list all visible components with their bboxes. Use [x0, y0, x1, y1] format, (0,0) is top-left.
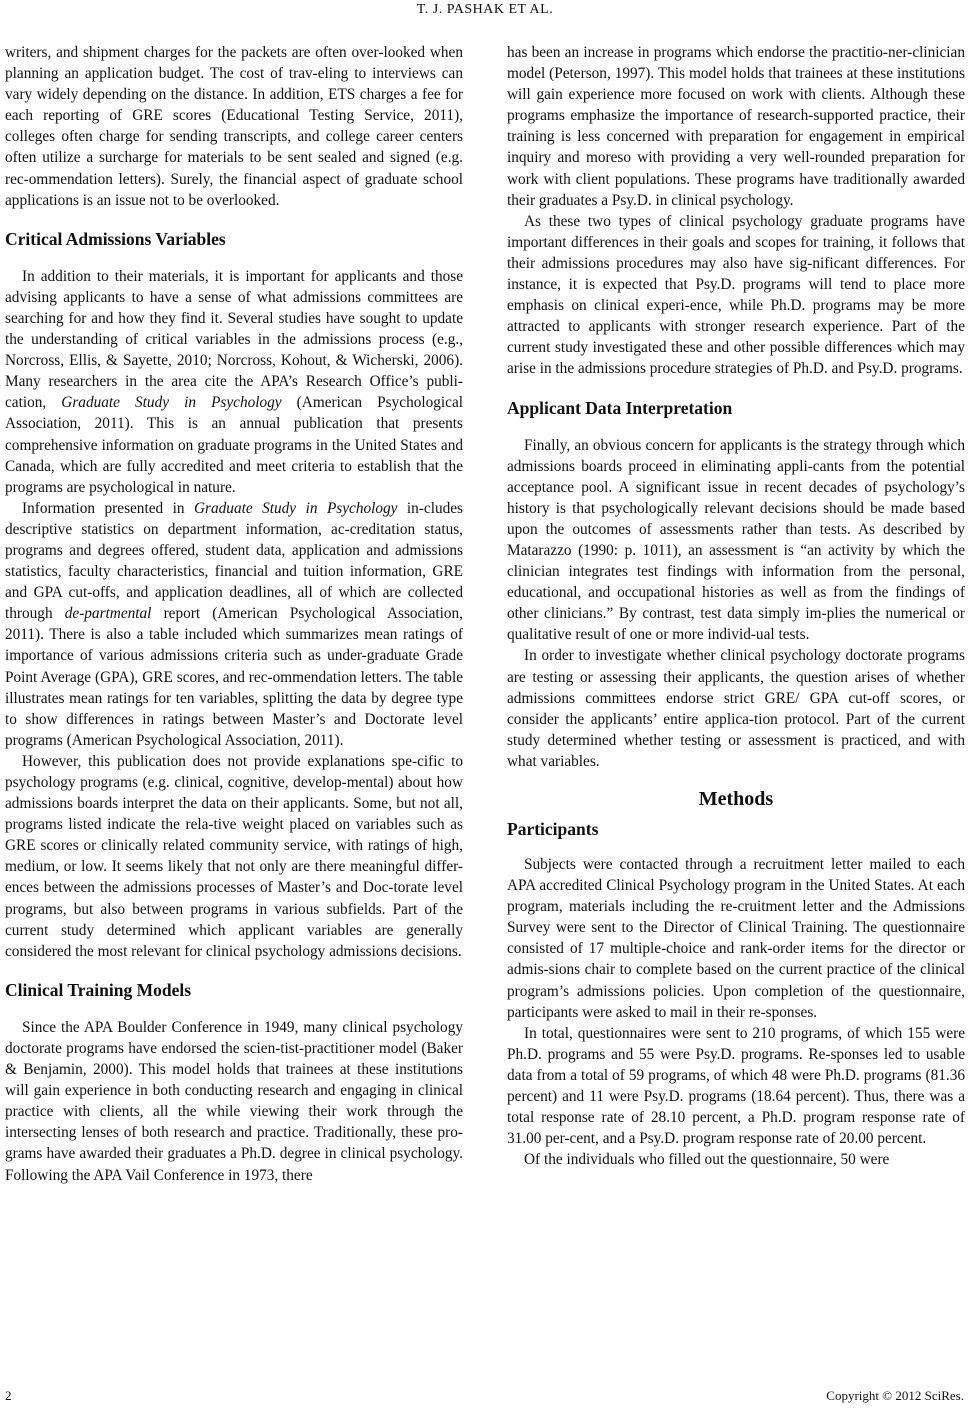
paragraph-continued: has been an increase in programs which endorse the practitio-ner-clinician model (Peterson, 1997). This model holds that trainees at these institutions will gain experience more focused on work with clients. Although these programs emphasize the importance of research-supported practice, their training is less concerned with preparation for engagement in empirical inquiry and moreso with providing a very well-rounded preparation for work with client populations. These programs have traditionally awarded their graduates a Psy.D. in clinical psychology. [507, 44, 965, 209]
paragraph-two-types: As these two types of clinical psychology graduate programs have important differences in their goals and scopes for training, it follows that their admissions procedures may also have sig-nificant differences. For instance, it is expected that Psy.D. programs will tend to place more emphasis on clinical experi-ence, while Ph.D. programs may be more attracted to applicants with stronger research experience. Part of the current study investigated these and other possible differences which may arise in the admissions procedure strategies of Ph.D. and Psy.D. programs. [507, 212, 965, 378]
running-head: T. J. PASHAK ET AL. [416, 2, 554, 17]
copyright-notice: Copyright © 2012 SciRes. [826, 1388, 964, 1403]
heading-participants: Participants [507, 819, 599, 839]
title-graduate-study-2: Graduate Study in Psychology [194, 499, 398, 517]
heading-applicant-data-interpretation: Applicant Data Interpretation [507, 397, 733, 418]
page-number: 2 [5, 1388, 12, 1403]
paragraph-critical-2: Information presented in Graduate Study in Psychology in-cludes descriptive statistics on department information, ac-creditation status, programs and degrees offered, student data, application and admissions statistics, faculty characteristics, financial and tuition information, GRE and GPA cut-offs, and application deadlines, all of which are collected through de-partmental report (American Psychological Association, 2011). There is also a table included which summarizes mean ratings of importance of various admissions criteria such as under-graduate Grade Point Average (GPA), GRE scores, and rec-ommendation letters. The table illustrates mean ratings for ten variables, splitting the data by degree type to show differences in ratings between Master’s and Doctorate level programs (American Psychological Association, 2011). [5, 499, 463, 749]
paragraph-intro: writers, and shipment charges for the packets are often over-looked when planning an application budget. The cost of trav-eling to interviews can vary widely depending on the distance. In addition, ETS charges a fee for each reporting of GRE scores (Educational Testing Service, 2011), colleges often charge for sending transcripts, and college career centers often utilize a surcharge for materials to be sent sealed and signed (e.g. rec-ommendation letters). Surely, the financial aspect of graduate school applications is an issue not to be overlooked. [5, 44, 463, 209]
left-column [5, 42, 463, 1186]
paragraph-participants-3: Of the individuals who filled out the questionnaire, 50 were [524, 1151, 890, 1169]
italic-departmental: de-partmental [64, 605, 152, 623]
paragraph-participants-1: Subjects were contacted through a recruitment letter mailed to each APA accredited Clinical Psychology program in the United States. At each program, materials including the re-cruitment letter and the Admissions Survey were sent to the Director of Clinical Training. The questionnaire consisted of 17 multiple-choice and rank-order items for the director or admis-sions chair to complete based on the current practice of the clinical program’s admissions policies. Upon completion of the questionnaire, participants were asked to mail in their re-sponses. [507, 856, 965, 1021]
heading-clinical-training-models: Clinical Training Models [5, 979, 192, 1000]
heading-methods: Methods [698, 788, 774, 810]
paragraph-critical-3: However, this publication does not provide explanations spe-cific to psychology programs (e.g. clinical, cognitive, develop-mental) about how admissions boards interpret the data on their applicants. Some, but not all, programs listed indicate the rela-tive weight placed on variables such as GRE scores or clinically related community service, with ratings of high, medium, or low. It seems likely that not only are there meaningful differ-ences between the admissions processes of Master’s and Doc-torate level programs, but also between programs in various subfields. Part of the current study determined which applicant variables are generally considered the most relevant for clinical psychology admissions decisions. [5, 752, 463, 960]
paragraph-clinical-1: Since the APA Boulder Conference in 1949, many clinical psychology doctorate programs have endorsed the scien-tist-practitioner model (Baker & Benjamin, 2000). This model holds that trainees at these institutions will gain experience in both conducting research and engaging in clinical practice with clients, all the while viewing their work through the intersecting lenses of both research and practice. Traditionally, these pro-grams have awarded their graduates a Ph.D. degree in clinical psychology. Following the APA Vail Conference in 1973, there [5, 1018, 463, 1184]
paragraph-critical-1: In addition to their materials, it is important for applicants and those advising applicants to have a sense of what admissions committees are searching for and how they find it. Several studies have sought to update the understanding of critical variables in the admissions process (e.g., Norcross, Ellis, & Sayette, 2010; Norcross, Kohout, & Wicherski, 2006). Many researchers in the area cite the APA’s Research Office’s publi-cation, Graduate Study in Psychology (American Psychological Association, 2011). This is an annual publication that presents comprehensive information on graduate programs in the United States and Canada, which are fully accredited and meet criteria to establish that the programs are psychological in nature. [5, 267, 463, 496]
paragraph-applicant-2: In order to investigate whether clinical psychology doctorate programs are testing or assessing their applicants, the question arises of whether admissions committees endorse strict GRE/ GPA cut-off scores, or consider the applicants’ entire applica-tion protocol. Part of the current study determined whether testing or assessment is practiced, and with what variables. [507, 647, 965, 770]
title-graduate-study: Graduate Study in Psychology [61, 394, 282, 412]
paragraph-participants-2: In total, questionnaires were sent to 210 programs, of which 155 were Ph.D. programs and 55 were Psy.D. programs. Re-sponses led to usable data from a total of 59 programs, of which 48 were Ph.D. programs (81.36 percent) and 11 were Psy.D. programs (18.64 percent). Thus, there was a total response rate of 28.10 percent, a Ph.D. program response rate of 31.00 per-cent, and a Psy.D. program response rate of 20.00 percent. [507, 1024, 965, 1148]
right-column [507, 42, 965, 1170]
heading-critical-admissions-variables: Critical Admissions Variables [5, 228, 226, 249]
paragraph-applicant-1: Finally, an obvious concern for applicants is the strategy through which admissions boards proceed in eliminating appli-cants from the potential acceptance pool. A significant issue in recent decades of psychology’s history is that psychologically relevant decisions should be made based upon the outcomes of assessments rather than tests. As described by Matarazzo (1990: p. 1011), an assessment is “an activity by which the clinician integrates test findings with information from the personal, educational, and occupational histories as well as from the findings of other clinicians.” By contrast, test data simply im-plies the numerical or qualitative result of one or more individ-ual tests. [507, 436, 965, 644]
